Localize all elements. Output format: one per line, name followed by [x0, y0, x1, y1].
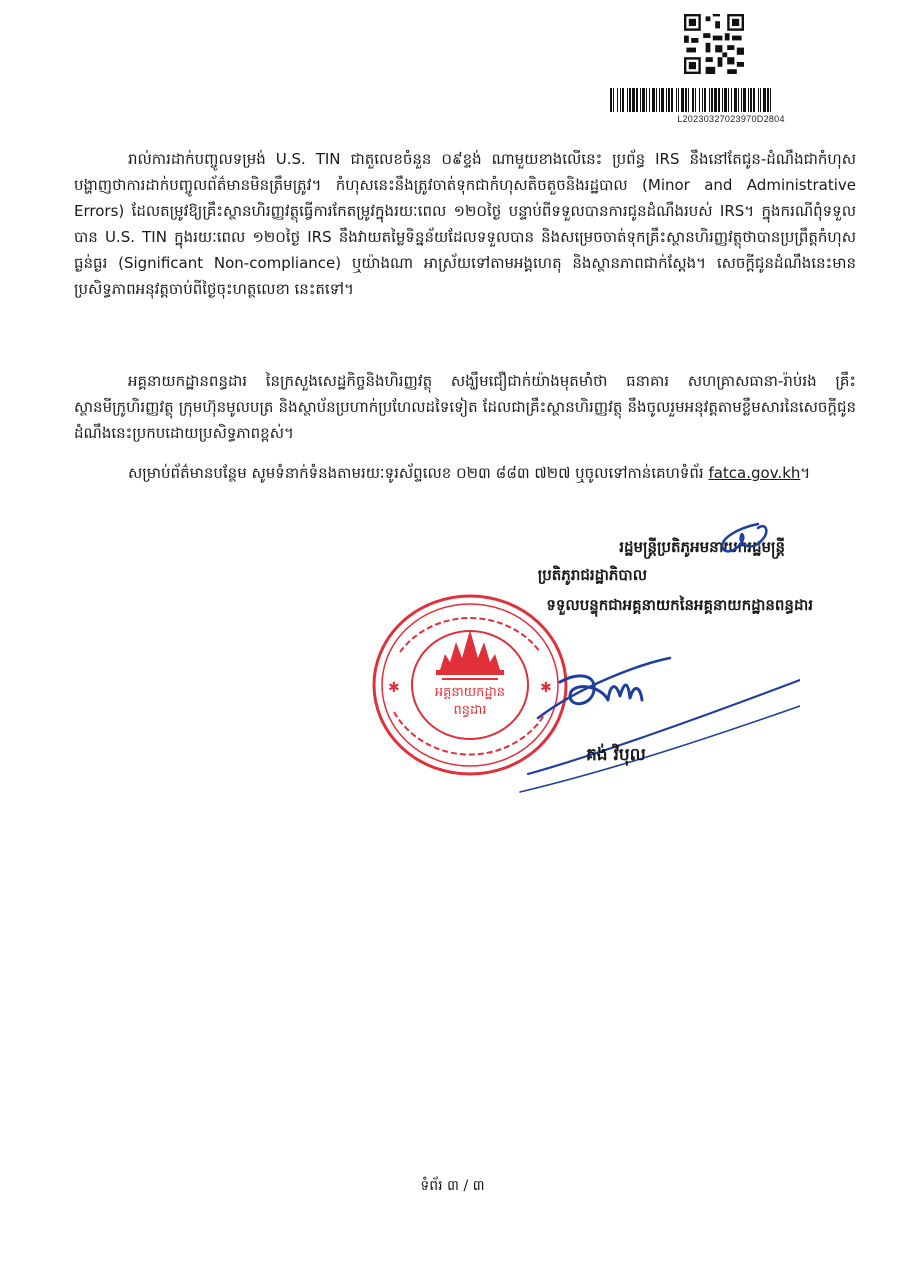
contact-text: សម្រាប់ព័ត៌មានបន្ថែម សូមទំនាក់ទំនងតាមរយៈទូរស័ព្ទលេខ ០២៣ ៨៨៣ ៧២៧ ឬចូលទៅកាន់គេហទំព័រ [128, 464, 709, 482]
website-link[interactable]: fatca.gov.kh [708, 464, 801, 482]
qr-code-icon [684, 14, 744, 74]
paragraph-errors: រាល់ការដាក់បញ្ចូលទម្រង់ U.S. TIN ជាតួលេខចំនួន ០៩ខ្ទង់ ណាមួយខាងលើនេះ ប្រព័ន្ធ IRS នឹងនៅតែជូន-ដំណឹងជាកំហុសបង្ហាញថាការដាក់បញ្ចូលព័ត៌មានមិនត្រឹមត្រូវ។ កំហុសនេះនឹងត្រូវចាត់ទុកជាកំហុសតិចតួចនិងរដ្ឋបាល (Minor and Administrative Errors) ដែលតម្រូវឱ្យគ្រឹះស្ថានហិរញ្ញវត្ថុធ្វើការកែតម្រូវក្នុងរយៈពេល ១២០ថ្ងៃ បន្ទាប់ពីទទួលបានការជូនដំណឹងរបស់ IRS។ ក្នុងករណីពុំទទួលបាន U.S. TIN ក្នុងរយៈពេល ១២០ថ្ងៃ IRS នឹងវាយតម្លៃទិន្នន័យដែលទទួលបាន និងសម្រេចចាត់ទុកគ្រឹះស្ថានហិរញ្ញវត្ថុថាបានប្រព្រឹត្តកំហុសធ្ងន់ធ្ងរ (Significant Non-compliance) ឬយ៉ាងណា អាស្រ័យទៅតាមអង្គហេតុ និងស្ថានភាពជាក់ស្តែង។ សេចក្តីជូនដំណឹងនេះមានប្រសិទ្ធភាពអនុវត្តចាប់ពីថ្ងៃចុះហត្ថលេខា នេះតទៅ។ [74, 150, 856, 298]
signatory-title-3: ទទួលបន្ទុកជាអគ្គនាយកនៃអគ្គនាយកដ្ឋានពន្ធដារ [546, 596, 813, 614]
barcode [608, 88, 854, 112]
paragraph-contact [74, 460, 856, 486]
signatory-title-2: ប្រតិភូរាជរដ្ឋាភិបាល [537, 566, 647, 584]
svg-text:✱: ✱ [388, 680, 400, 696]
contact-end: ។ [800, 464, 811, 482]
svg-text:អគ្គនាយកដ្ឋាន: អគ្គនាយកដ្ឋាន [434, 685, 506, 700]
svg-text:ពន្ធដារ: ពន្ធដារ [453, 703, 487, 718]
signer-name: គង់ វិបុល [586, 745, 646, 765]
barcode-number: L20230327023970D2804 [677, 114, 785, 124]
svg-text:✱: ✱ [540, 680, 552, 696]
page-number: ទំព័រ ៣ / ៣ [420, 1178, 485, 1194]
signatory-title-1: រដ្ឋមន្ត្រីប្រតិភូអមនាយករដ្ឋមន្ត្រី [619, 538, 785, 556]
paragraph-expectation: អគ្គនាយកដ្ឋានពន្ធដារ នៃក្រសួងសេដ្ឋកិច្ចនិងហិរញ្ញវត្ថុ សង្ឃឹមជឿជាក់យ៉ាងមុតមាំថា ធនាគារ សហគ្រាសធានា-រ៉ាប់រង គ្រឹះស្ថានមីក្រូហិរញ្ញវត្ថុ ក្រុមហ៊ុនមូលបត្រ និងស្ថាប័នប្រហាក់ប្រហែលដទៃទៀត ដែលជាគ្រឹះស្ថានហិរញ្ញវត្ថុ នឹងចូលរួមអនុវត្តតាមខ្លឹមសារនៃសេចក្តីជូនដំណឹងនេះប្រកបដោយប្រសិទ្ធភាពខ្ពស់។ [74, 372, 856, 442]
